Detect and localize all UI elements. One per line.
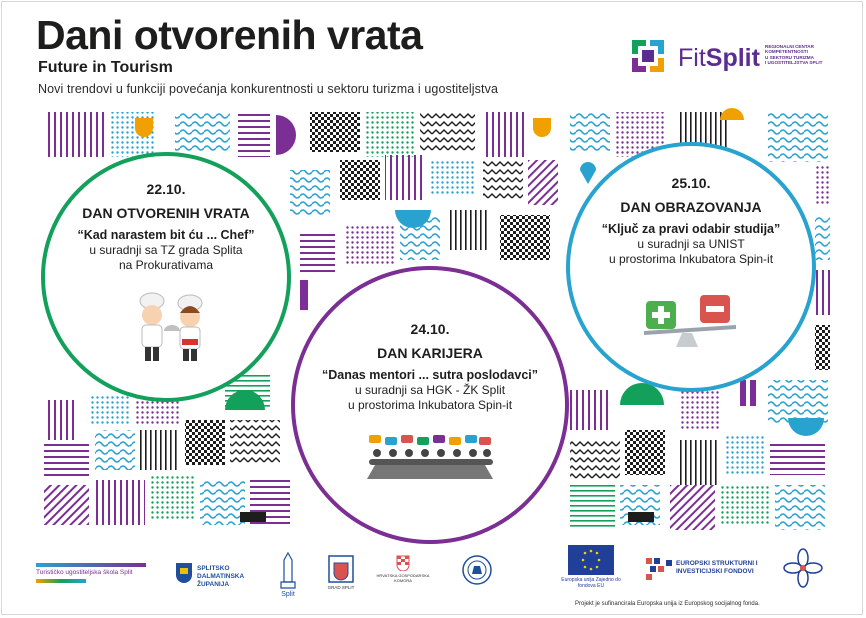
brand-name bbox=[678, 44, 760, 72]
event-name: DAN OBRAZOVANJA bbox=[620, 199, 762, 215]
event-date: 25.10. bbox=[671, 175, 711, 191]
page-title: Dani otvorenih vrata bbox=[36, 12, 423, 58]
brand-desc-line: REGIONALNI CENTAR bbox=[765, 44, 814, 49]
event-name: DAN KARIJERA bbox=[377, 345, 483, 361]
county-coat-of-arms-icon bbox=[175, 562, 193, 584]
esif-flag-icon bbox=[644, 556, 676, 584]
footer-logo-text: HRVATSKA GOSPODARSKA KOMORA bbox=[376, 573, 430, 583]
footer-logo-hgk bbox=[368, 555, 438, 583]
event-desc-line: u prostorima Inkubatora Spin-it bbox=[347, 398, 513, 412]
event-quote: “Ključ za pravi odabir studija” bbox=[601, 222, 781, 236]
chefs-illustration-icon bbox=[120, 291, 220, 366]
brand-desc-line: I UGOSTITELJSTVA SPLIT bbox=[765, 60, 823, 66]
footer-logo-text: Turističko ugostiteljska škola Split bbox=[36, 569, 133, 576]
event-desc-line: u suradnji sa UNIST bbox=[637, 237, 745, 251]
event-quote: “Kad narastem bit ću ... Chef” bbox=[77, 228, 255, 242]
page-subtitle: Future in Tourism bbox=[38, 59, 173, 76]
event-desc-line: na Prokurativama bbox=[118, 258, 214, 272]
brand-desc-line: U SEKTORU TURIZMA bbox=[765, 54, 814, 60]
footer-logo-text: Split bbox=[281, 591, 295, 598]
brand-name-bold: Split bbox=[705, 44, 760, 72]
footer-logo-grad-split bbox=[326, 555, 356, 591]
event-desc-line: u suradnji sa HGK - ŽK Split bbox=[354, 383, 506, 397]
fitsplit-logo bbox=[630, 38, 830, 78]
grad-split-emblem-icon bbox=[328, 555, 354, 583]
footer-logo-eu bbox=[560, 545, 622, 589]
brand-description bbox=[765, 44, 835, 66]
croatian-checker-emblem-icon bbox=[396, 555, 410, 571]
event-card-career-day bbox=[291, 266, 569, 544]
event-quote: “Danas mentori ... sutra poslodavci” bbox=[321, 368, 539, 382]
footer-funding-note: Projekt je sufinancirala Europska unija iz Europskog socijalnog fonda. bbox=[575, 601, 760, 607]
event-card-open-day bbox=[41, 152, 291, 402]
event-card-education-day bbox=[566, 142, 816, 392]
footer-logo-split-city bbox=[275, 552, 301, 598]
split-tower-icon bbox=[278, 552, 298, 590]
footer-logo-university-seal bbox=[460, 554, 494, 588]
eu-flag-icon bbox=[568, 545, 614, 575]
footer-logo-tourism-school bbox=[36, 563, 156, 583]
footer-logo-text: Europska unija Zajedno do fondova EU bbox=[561, 577, 621, 589]
brand-desc-line: KOMPETENTNOSTI bbox=[765, 49, 808, 55]
event-date: 24.10. bbox=[410, 321, 450, 337]
meeting-illustration-icon bbox=[365, 435, 495, 485]
flower-logo-icon bbox=[783, 548, 823, 588]
fitsplit-logo-icon bbox=[630, 38, 666, 74]
footer-logo-flower bbox=[778, 548, 828, 590]
page-tagline: Novi trendovi u funkciji povećanja konkurentnosti u sektoru turizma i ugostiteljstva bbox=[38, 82, 499, 96]
event-date: 22.10. bbox=[146, 181, 186, 197]
event-name: DAN OTVORENIH VRATA bbox=[82, 205, 250, 221]
event-desc-line: u suradnji sa TZ grada Splita bbox=[89, 243, 243, 257]
university-seal-icon bbox=[461, 554, 493, 586]
footer-logo-text: SPLITSKO DALMATINSKA ŽUPANIJA bbox=[197, 565, 244, 588]
brand-name-light: Fit bbox=[678, 44, 706, 72]
event-desc-line: u prostorima Inkubatora Spin-it bbox=[608, 252, 774, 266]
footer-logo-text: GRAD SPLIT bbox=[327, 585, 355, 590]
plus-minus-balance-icon bbox=[638, 291, 748, 351]
footer-logo-text: EUROPSKI STRUKTURNI I INVESTICIJSKI FONDOVI bbox=[676, 560, 758, 575]
